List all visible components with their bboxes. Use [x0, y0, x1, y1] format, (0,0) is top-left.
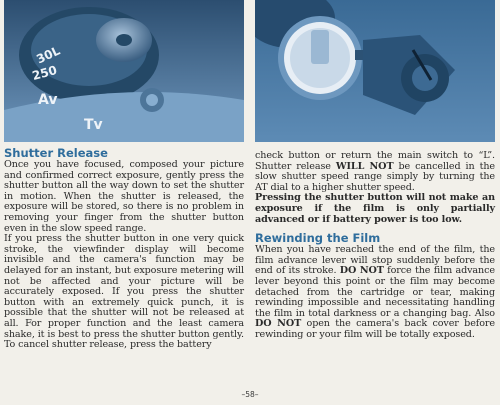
- rewinding-heading: Rewinding the Film: [255, 231, 381, 246]
- page-number: –58–: [241, 390, 259, 399]
- cancel-release-paragraph: check button or return the main switch to “L”. Shutter release WILL NOT be cancelled in the slow shutter speed range simply by turning the AT dial to a higher shutter speed.: [255, 150, 495, 193]
- rewind-button-photo: [255, 0, 495, 142]
- shutter-dial-photo: [4, 0, 244, 142]
- dial-label-250: 250: [30, 62, 59, 84]
- dial-label-30l: 30L: [34, 43, 63, 67]
- dial-label-tv: Tv: [84, 117, 103, 133]
- shutter-release-paragraph-3: To cancel shutter release, press the battery: [4, 339, 212, 351]
- shutter-release-paragraph-1: Once you have focused, composed your picture and confirmed correct exposure, gently press the shutter button all the way down to set the shutter in motion. When the shutter is released, the exposure will be stored, so there is no problem in removing your finger from the shutter button even in the slow speed range.: [4, 159, 244, 234]
- dial-label-av: Av: [38, 92, 58, 108]
- rewinding-paragraph: When you have reached the end of the film, the film advance lever will stop suddenly before the end of its stroke. DO NOT force the film advance lever beyond this point or the film may become detached from the cartridge or tear, making rewinding impossible and necessitating handling the film in total darkness or a changing bag. Also DO NOT open the camera's back cover before rewinding or your film will be totally exposed.: [255, 244, 495, 340]
- warning-paragraph: Pressing the shutter button will not make an exposure if the film is only partially advanced or if battery power is too low.: [255, 192, 495, 225]
- shutter-release-paragraph-2: If you press the shutter button in one very quick stroke, the viewfinder display will become invisible and the camera's function may be delayed for an instant, but exposure metering will not be affected and your picture will be accurately exposed. If you press the shutter button with an extremely quick punch, it is possible that the shutter will not be released at all. For proper function and the least camera shake, it is best to press the shutter button gently.: [4, 233, 244, 340]
- shutter-release-heading: Shutter Release: [4, 146, 108, 160]
